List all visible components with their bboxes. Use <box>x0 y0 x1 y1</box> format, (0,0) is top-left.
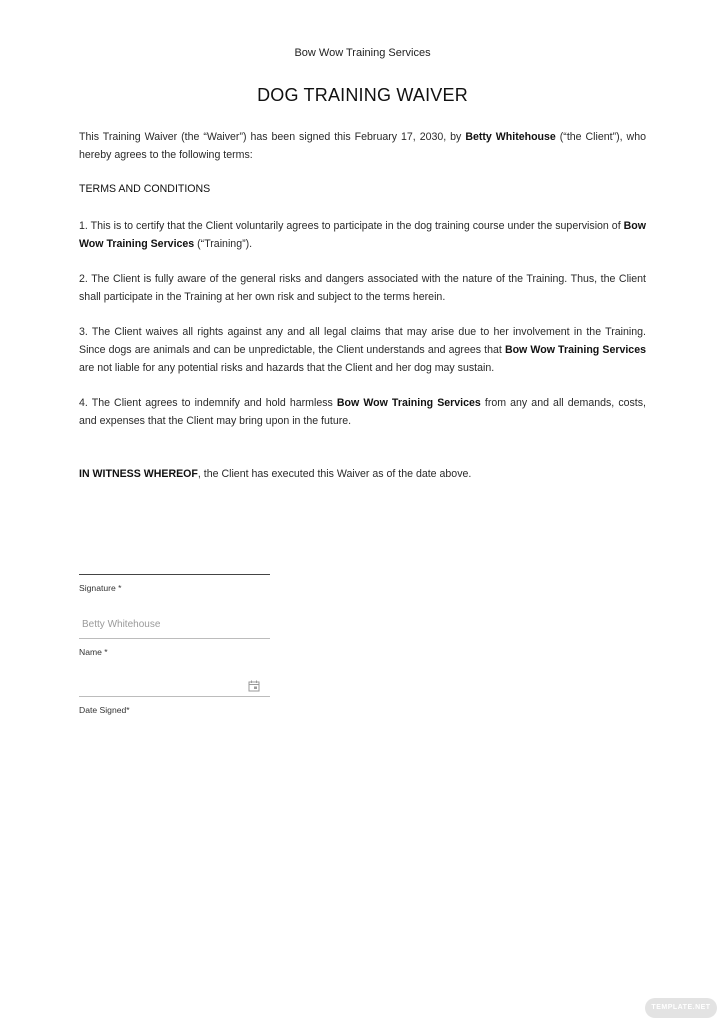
date-label: Date Signed* <box>79 705 130 715</box>
name-field-value[interactable]: Betty Whitehouse <box>82 619 161 630</box>
term-4 <box>79 394 646 430</box>
term-3 <box>79 323 646 377</box>
term-3-text-2: are not liable for any potential risks and hazards that the Client and her dog may sustain. <box>79 362 495 374</box>
company-header: Bow Wow Training Services <box>294 47 431 59</box>
intro-text-2: (“the Client”), who hereby agrees to the following terms: <box>79 131 646 161</box>
signature-label: Signature * <box>79 583 122 593</box>
witness-statement <box>79 465 646 483</box>
witness-bold: IN WITNESS WHEREOF <box>79 468 198 480</box>
intro-paragraph <box>79 128 646 164</box>
template-watermark <box>645 998 717 1018</box>
witness-text: , the Client has executed this Waiver as of the date above. <box>197 468 472 480</box>
term-4-text-1: 4. The Client agrees to indemnify and hold harmless <box>79 397 337 409</box>
watermark-text: TEMPLATE.NET <box>651 1004 711 1011</box>
terms-heading: TERMS AND CONDITIONS <box>79 183 211 195</box>
term-1-text-1: 1. This is to certify that the Client voluntarily agrees to participate in the dog training course under the supervision of <box>79 220 624 232</box>
term-1-company: Bow Wow Training Services <box>79 220 646 250</box>
calendar-icon[interactable] <box>248 680 260 692</box>
term-3-company: Bow Wow Training Services <box>504 344 646 356</box>
term-2 <box>79 270 646 306</box>
intro-text-1: This Training Waiver (the “Waiver”) has been signed this February 17, 2030, by <box>79 131 466 143</box>
term-1-text-2: (“Training”). <box>194 238 253 250</box>
term-4-text-2: from any and all demands, costs, and expenses that the Client may bring upon in the future. <box>79 397 646 427</box>
date-field[interactable] <box>79 696 270 697</box>
term-2-text: 2. The Client is fully aware of the general risks and dangers associated with the nature of the Training. Thus, the Client shall participate in the Training at her own risk and subject to the terms herein. <box>79 273 646 303</box>
term-1 <box>79 217 646 253</box>
document-title: DOG TRAINING WAIVER <box>257 85 468 105</box>
term-4-company: Bow Wow Training Services <box>336 397 481 409</box>
name-label: Name * <box>79 647 108 657</box>
term-3-text-1: 3. The Client waives all rights against any and all legal claims that may arise due to her involvement in the Training. Since dogs are animals and can be unpredictable, the Client understands and agrees that <box>79 326 646 356</box>
signature-field[interactable] <box>79 574 270 575</box>
name-field[interactable] <box>79 638 270 639</box>
client-name: Betty Whitehouse <box>465 131 556 143</box>
